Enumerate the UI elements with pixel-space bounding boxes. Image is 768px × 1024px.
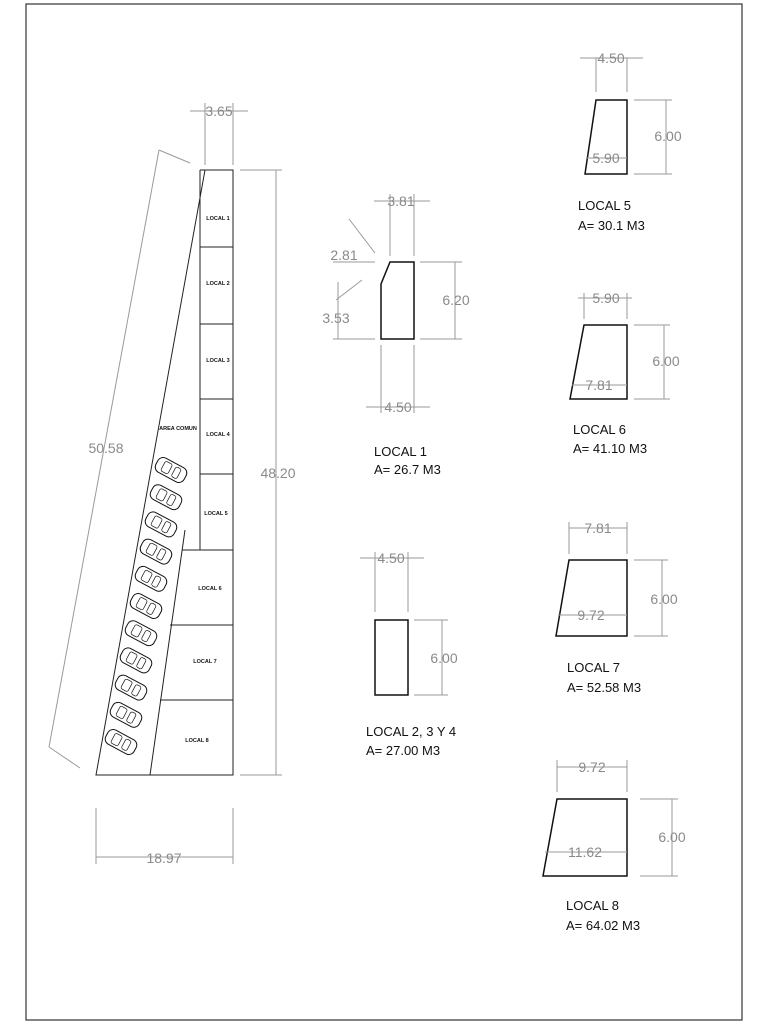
- local-234-dim-right: 6.00: [430, 650, 458, 666]
- dim-diagonal-ext-bottom: [49, 747, 80, 768]
- local-1-dim-right: 6.20: [442, 292, 470, 308]
- local-6-name: LOCAL 6: [573, 422, 626, 437]
- local-7-shape: [556, 560, 627, 636]
- local-5-label: LOCAL 5: [204, 511, 228, 517]
- local-1-lower-diag: [336, 280, 362, 300]
- local-1-dim-top: 3.81: [387, 193, 415, 209]
- parked-car: [123, 619, 159, 648]
- local-1-dim-left-lower: 3.53: [322, 310, 350, 326]
- local-8-dim-right: 6.00: [658, 829, 686, 845]
- local-8-detail: [543, 759, 686, 933]
- local-1-label: LOCAL 1: [206, 216, 230, 222]
- local-5-area: A= 30.1 M3: [578, 218, 645, 233]
- parking-spaces: [103, 455, 189, 756]
- local-7-area: A= 52.58 M3: [567, 680, 642, 695]
- parked-car: [138, 537, 174, 566]
- dim-bottom: 18.97: [146, 850, 182, 866]
- dim-diagonal: 50.58: [88, 440, 124, 456]
- local-234-area: A= 27.00 M3: [366, 743, 441, 758]
- parking-lane-edge: [150, 530, 185, 775]
- local-8-dim-top: 9.72: [578, 759, 606, 775]
- dim-diagonal-ext-top: [159, 150, 190, 163]
- local-1-detail: [322, 193, 469, 477]
- local-8-dim-bottom: 11.62: [568, 844, 602, 860]
- local-7-dim-right: 6.00: [650, 591, 678, 607]
- local-234-detail: [360, 550, 458, 758]
- local-234-name: LOCAL 2, 3 Y 4: [366, 724, 457, 739]
- local-4-label: LOCAL 4: [206, 432, 230, 438]
- parked-car: [108, 700, 144, 729]
- local-6-dim-bottom: 7.81: [585, 377, 613, 393]
- parked-car: [103, 727, 139, 756]
- local-6-dim-top: 5.90: [592, 290, 620, 306]
- local-8-label: LOCAL 8: [185, 738, 209, 744]
- local-6-area: A= 41.10 M3: [573, 441, 648, 456]
- local-8-area: A= 64.02 M3: [566, 918, 641, 933]
- local-6-label: LOCAL 6: [198, 586, 222, 592]
- parked-car: [153, 455, 189, 484]
- local-5-dim-top: 4.50: [597, 50, 625, 66]
- local-1-area: A= 26.7 M3: [374, 462, 441, 477]
- parked-car: [118, 646, 154, 675]
- sheet-frame: [26, 4, 742, 1020]
- local-5-dim-right: 6.00: [654, 128, 682, 144]
- parked-car: [128, 591, 164, 620]
- common-area-label: AREA COMUN: [159, 426, 197, 432]
- local-7-name: LOCAL 7: [567, 660, 620, 675]
- local-234-dim-top: 4.50: [377, 550, 405, 566]
- parked-car: [148, 483, 184, 512]
- local-1-dim-bottom: 4.50: [384, 399, 412, 415]
- local-8-shape: [543, 799, 627, 876]
- dim-height: 48.20: [260, 465, 296, 481]
- local-6-detail: [570, 290, 680, 456]
- local-8-name: LOCAL 8: [566, 898, 619, 913]
- parked-car: [113, 673, 149, 702]
- local-5-name: LOCAL 5: [578, 198, 631, 213]
- local-1-dim-left-upper: 2.81: [330, 247, 358, 263]
- local-5-detail: [578, 50, 682, 233]
- local-7-dim-top: 7.81: [584, 520, 612, 536]
- dim-top: 3.65: [205, 103, 233, 119]
- local-7-detail: [556, 520, 678, 695]
- local-3-label: LOCAL 3: [206, 358, 230, 364]
- local-5-dim-bottom: 5.90: [592, 150, 620, 166]
- local-1-name: LOCAL 1: [374, 444, 427, 459]
- local-2-label: LOCAL 2: [206, 281, 230, 287]
- local-7-label: LOCAL 7: [193, 659, 217, 665]
- site-plan: [49, 103, 296, 866]
- local-234-shape: [375, 620, 408, 695]
- parked-car: [133, 564, 169, 593]
- parked-car: [143, 510, 179, 539]
- local-6-dim-right: 6.00: [652, 353, 680, 369]
- local-7-dim-bottom: 9.72: [577, 607, 605, 623]
- local-1-shape: [381, 262, 414, 339]
